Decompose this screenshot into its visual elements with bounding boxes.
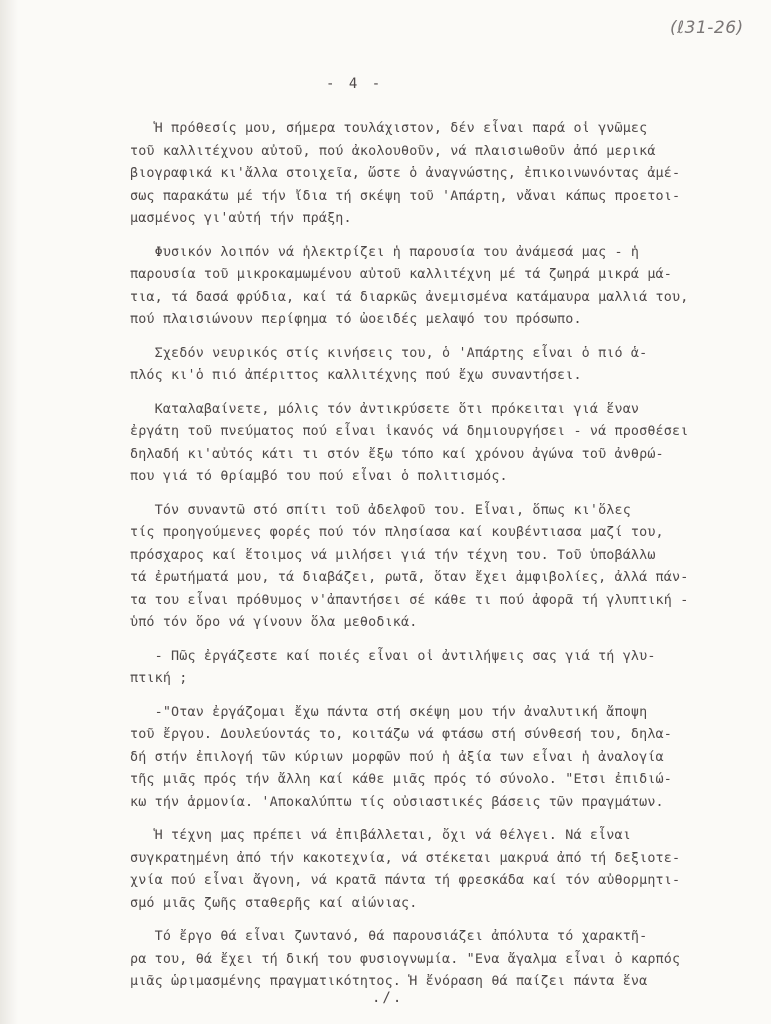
paragraph bbox=[130, 343, 750, 388]
text-line: που γιά τό θρίαμβό του πού εἶναι ὁ πολιτισμός. bbox=[130, 469, 508, 484]
paragraph bbox=[130, 399, 750, 489]
paragraph bbox=[130, 242, 750, 332]
text-line: Σχεδόν νευρικός στίς κινήσεις του, ὁ 'Απάρτης εἶναι ὁ πιό ἁ- bbox=[130, 345, 648, 361]
text-line: ρα του, θά ἔχει τή δική του φυσιογνωμία. "Ενα ἄγαλμα εἶναι ὁ καρπός bbox=[130, 951, 681, 967]
text-line: τῆς μιᾶς πρός τήν ἄλλη καί κάθε μιᾶς πρός τό σύνολο. "Ετσι ἐπιδιώ- bbox=[130, 772, 672, 787]
text-line: Ἡ πρόθεσίς μου, σήμερα τουλάχιστον, δέν εἶναι παρά οἱ γνῶμες bbox=[130, 121, 648, 136]
text-line: τια, τά δασά φρύδια, καί τά διαρκῶς ἀνεμισμένα κατάμαυρα μαλλιά του, bbox=[130, 289, 689, 305]
text-line: χνία πού εἶναι ἄγονη, νά κρατᾶ πάντα τή φρεσκάδα καί τόν αὐθορμητι- bbox=[130, 873, 681, 888]
text-line: Φυσικόν λοιπόν νά ἠλεκτρίζει ἡ παρουσία του ἀνάμεσά μας - ἡ bbox=[130, 244, 640, 260]
text-line: Τό ἔργο θά εἶναι ζωντανό, θά παρουσιάζει ἀπόλυτα τό χαρακτῆ- bbox=[130, 929, 648, 944]
text-line: σμό μιᾶς ζωῆς σταθερῆς καί αἰώνιας. bbox=[130, 895, 418, 911]
paragraph bbox=[130, 646, 750, 691]
page-number: - 4 - bbox=[326, 76, 384, 92]
text-line: πτική ; bbox=[130, 671, 188, 686]
text-line: μιᾶς ὡριμασμένης πραγματικότητος. Ἡ ἔνόραση θά παίζει πάντα ἕνα bbox=[130, 974, 648, 989]
text-line: παρουσία τοῦ μικροκαμωμένου αὐτοῦ καλλιτέχνη μέ τά ζωηρά μικρά μά- bbox=[130, 267, 672, 282]
text-line: τοῦ ἔργου. Δουλεύοντάς το, κοιτάζω νά φτάσω στή σύνθεσή του, δηλα- bbox=[130, 727, 672, 742]
text-line: δή στήν ἐπιλογή τῶν κύριων μορφῶν πού ἡ ἀξία των εἶναι ἡ ἀναλογία bbox=[130, 749, 664, 765]
text-line: μασμένος γι'αὐτή τήν πράξη. bbox=[130, 211, 352, 226]
text-line: σως παρακάτω μέ τήν ἴδια τή σκέψη τοῦ 'Απάρτη, νἄναι κάπως προετοι- bbox=[130, 188, 681, 204]
paragraph-gap bbox=[130, 231, 750, 242]
text-line: - Πῶς ἐργάζεστε καί ποιές εἶναι οἱ ἀντιλήψεις σας γιά τή γλυ- bbox=[130, 648, 656, 664]
paragraph-gap bbox=[130, 814, 750, 825]
text-line: ὑπό τόν ὅρο νά γίνουν ὅλα μεθοδικά. bbox=[130, 615, 418, 630]
paragraph-gap bbox=[130, 332, 750, 343]
text-line: πρόσχαρος καί ἕτοιμος νά μιλήσει γιά τήν τέχνη του. Τοῦ ὑποβάλλω bbox=[130, 547, 656, 563]
paragraph bbox=[130, 118, 750, 231]
text-line: βιογραφικά κι'ἄλλα στοιχεῖα, ὥστε ὁ ἀναγνώστης, ἐπικοινωνόντας ἀμέ- bbox=[130, 166, 681, 181]
text-line: πού πλαισιώνουν περίφημα τό ὠοειδές μελαψό του πρόσωπο. bbox=[130, 312, 582, 327]
text-line: -"Οταν ἐργάζομαι ἔχω πάντα στή σκέψη μου τήν ἀναλυτική ἄποψη bbox=[130, 704, 648, 720]
paragraph bbox=[130, 500, 750, 635]
continuation-mark: ./. bbox=[372, 990, 404, 1006]
text-line: Τόν συναντῶ στό σπίτι τοῦ ἀδελφοῦ του. Εἶναι, ὅπως κι'ὅλες bbox=[130, 502, 631, 518]
text-line: Ἡ τέχνη μας πρέπει νά ἐπιβάλλεται, ὄχι νά θέλγει. Νά εἶναι bbox=[130, 828, 631, 843]
text-line: τίς προηγούμενες φορές πού τόν πλησίασα καί κουβέντιασα μαζί του, bbox=[130, 525, 664, 540]
text-line: πλός κι'ὁ πιό ἀπέριττος καλλιτέχνης πού ἔχω συναντήσει. bbox=[130, 368, 582, 383]
text-line: τοῦ καλλιτέχνου αὐτοῦ, πού ἀκολουθοῦν, νά πλαισιωθοῦν ἀπό μερικά bbox=[130, 143, 656, 159]
text-line: δηλαδή κι'αὐτός κάτι τι στόν ἔξω τόπο καί χρόνου ἀγώνα τοῦ ἀνθρώ- bbox=[130, 446, 664, 462]
text-line: Καταλαβαίνετε, μόλις τόν ἀντικρύσετε ὅτι πρόκειται γιά ἕναν bbox=[130, 401, 640, 417]
paragraph bbox=[130, 702, 750, 815]
handwritten-reference-note: (ℓ31-26) bbox=[670, 18, 744, 38]
text-line: κω τήν ἁρμονία. 'Αποκαλύπτω τίς οὐσιαστικές βάσεις τῶν πραγμάτων. bbox=[130, 794, 664, 810]
text-line: ἐργάτη τοῦ πνεύματος πού εἶναι ἱκανός νά δημιουργήσει - νά προσθέσει bbox=[130, 424, 689, 439]
text-line: τά ἐρωτήματά μου, τά διαβάζει, ρωτᾶ, ὅταν ἔχει ἀμφιβολίες, ἀλλά πάν- bbox=[130, 570, 689, 585]
text-line: τα του εἶναι πρόθυμος ν'ἀπαντήσει σέ κάθε τι πού ἀφορᾶ τή γλυπτική - bbox=[130, 592, 689, 608]
paragraph bbox=[130, 825, 750, 915]
paragraph-gap bbox=[130, 388, 750, 399]
paragraph bbox=[130, 926, 750, 994]
text-line: συγκρατημένη ἀπό τήν κακοτεχνία, νά στέκεται μακρυά ἀπό τή δεξιοτε- bbox=[130, 850, 681, 866]
paragraph-gap bbox=[130, 489, 750, 500]
body-text bbox=[130, 118, 750, 994]
paragraph-gap bbox=[130, 691, 750, 702]
paragraph-gap bbox=[130, 915, 750, 926]
paragraph-gap bbox=[130, 635, 750, 646]
